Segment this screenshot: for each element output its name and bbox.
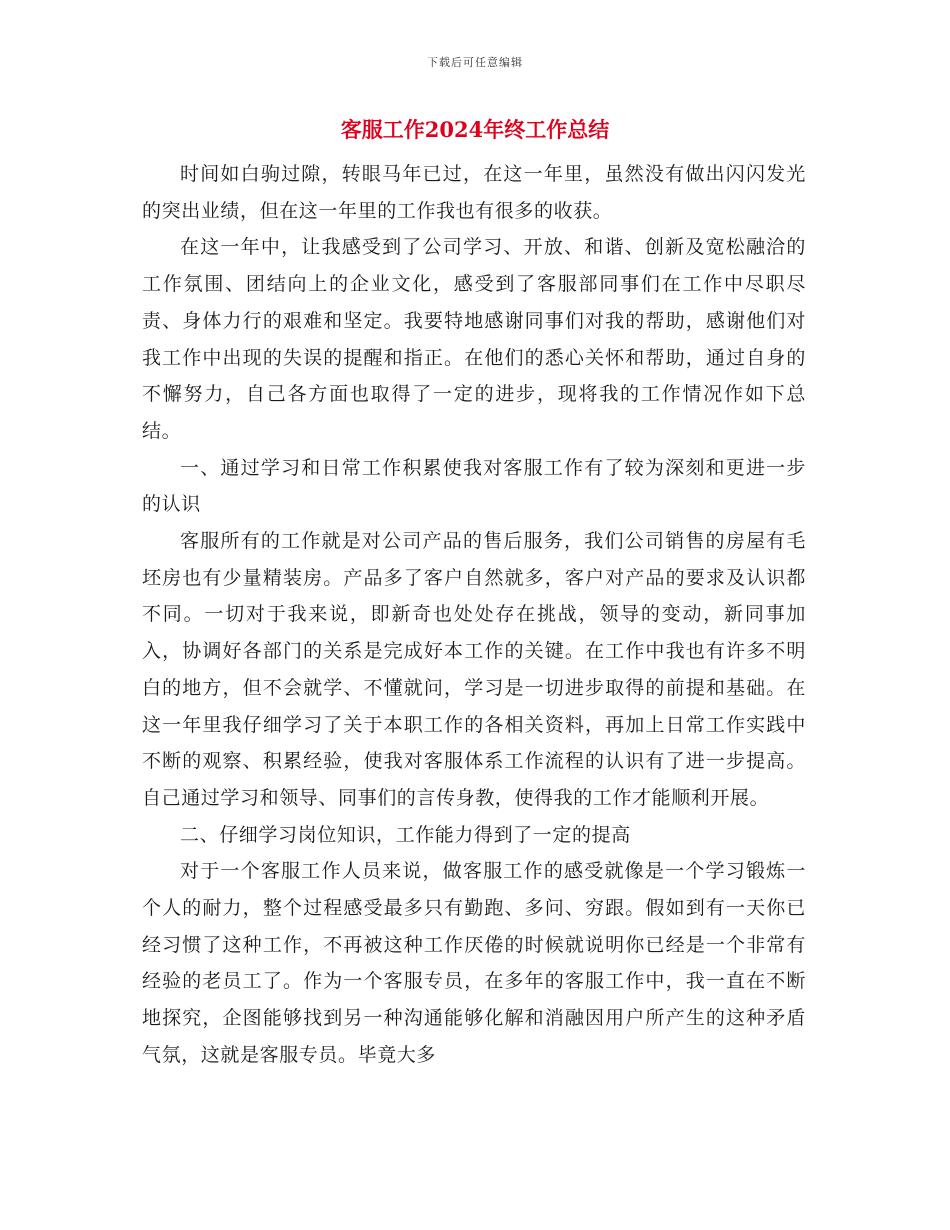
document-title: 客服工作2024年终工作总结 [340, 117, 610, 142]
section-heading-2: 二、仔细学习岗位知识，工作能力得到了一定的提高 [180, 823, 631, 846]
paragraph-section-1: 客服所有的工作就是对公司产品的售后服务，我们公司销售的房屋有毛坯房也有少量精装房。产品多了客户自然就多，客户对产品的要求及认识都不同。一切对于我来说，即新奇也处处存在挑战，领导的变动，新同事加入，协调好各部门的关系是完成好本工作的关键。在工作中我也有许多不明白的地方，但不会就学、不懂就问，学习是一切进步取得的前提和基础。在这一年里我仔细学习了关于本职工作的各相关资料，再加上日常工作实践中不断的观察、积累经验，使我对客服体系工作流程的认识有了进一步提高。自己通过学习和领导、同事们的言传身教，使得我的工作才能顺利开展。 [142, 530, 806, 809]
page-header-note: 下载后可任意编辑 [427, 56, 523, 69]
document-body [142, 156, 806, 1074]
paragraph-gratitude: 在这一年中，让我感受到了公司学习、开放、和谐、创新及宽松融洽的工作氛围、团结向上的企业文化，感受到了客服部同事们在工作中尽职尽责、身体力行的艰难和坚定。我要特地感谢同事们对我的帮助，感谢他们对我工作中出现的失误的提醒和指正。在他们的悉心关怀和帮助，通过自身的不懈努力，自己各方面也取得了一定的进步，现将我的工作情况作如下总结。 [142, 236, 806, 442]
paragraph-intro: 时间如白驹过隙，转眼马年已过，在这一年里，虽然没有做出闪闪发光的突出业绩，但在这一年里的工作我也有很多的收获。 [142, 163, 806, 222]
section-heading-1: 一、通过学习和日常工作积累使我对客服工作有了较为深刻和更进一步的认识 [142, 456, 806, 516]
paragraph-section-2: 对于一个客服工作人员来说，做客服工作的感受就像是一个学习锻炼一个人的耐力，整个过程感受最多只有勤跑、多问、穷跟。假如到有一天你已经习惯了这种工作，不再被这种工作厌倦的时候就说明你已经是一个非常有经验的老员工了。作为一个客服专员，在多年的客服工作中，我一直在不断地探究，企图能够找到另一种沟通能够化解和消融因用户所产生的这种矛盾气氛，这就是客服专员。毕竟大多 [142, 860, 806, 1066]
